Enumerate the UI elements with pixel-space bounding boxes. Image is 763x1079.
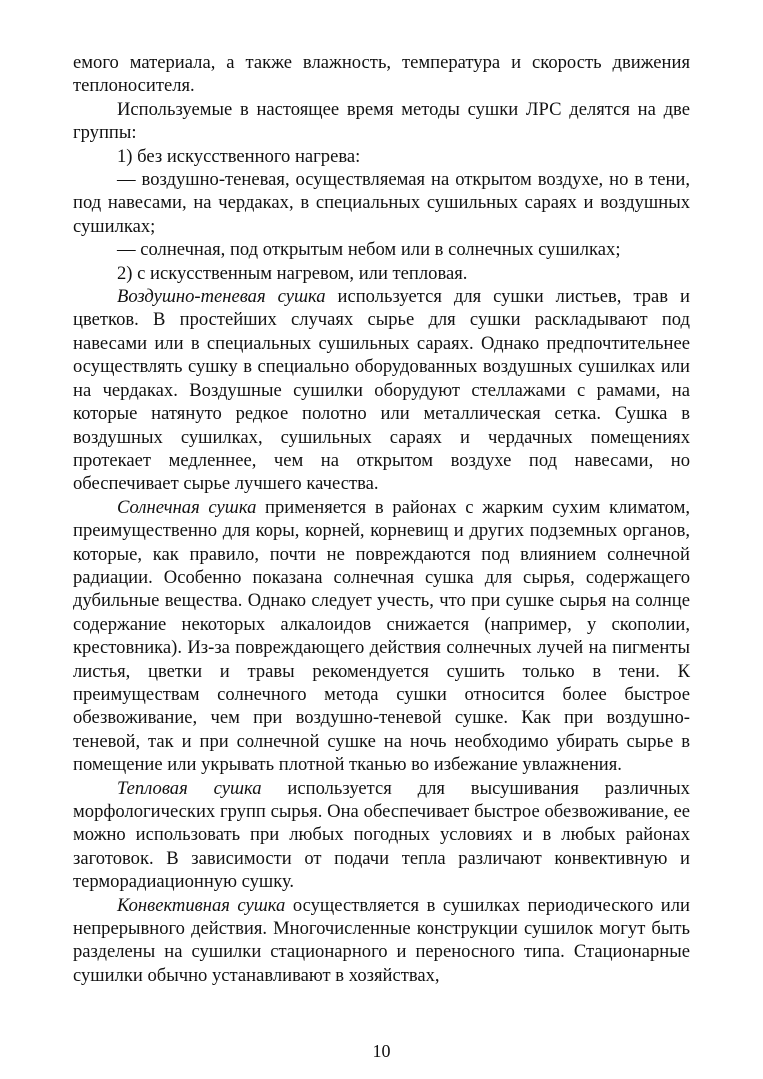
paragraph-continuation [73,51,690,98]
paragraph-text: — солнечная, под открытым небом или в солнечных сушилках; [117,239,621,261]
paragraph-text: емого материала, а также влажность, температура и скорость движения теплоносителя. [73,52,690,97]
list-item-air-shadow [73,168,690,238]
list-item-solar [73,238,690,261]
paragraph-solar-drying [73,496,690,777]
paragraph-text: 1) без искусственного нагрева: [117,145,361,167]
page-number: 10 [372,1041,391,1061]
paragraph-text: 2) с искусственным нагревом, или тепловая. [117,262,468,284]
paragraph-text: Используемые в настоящее время методы сушки ЛРС делятся на две группы: [73,98,690,144]
paragraph-convective-drying [73,894,690,988]
list-item-no-heating [73,145,690,168]
paragraph-text: используется для сушки листьев, трав и цветков. В простейших случаях сырье для сушки раскладывают под навесами или в специальных сушильных сараях. Однако предпочтительнее осуществлять сушку в специально оборудованных воздушных сушилках или на чердаках. Воздушные сушилки оборудуют стеллажами с рамами, на которые натянуто редкое полотно или металлическая сетка. Сушка в воздушных сушилках, сушильных сараях и чердачных помещениях протекает медленнее, чем на открытом воздухе под навесами, но обеспечивает сырье лучшего качества. [73,286,691,495]
paragraph-air-shadow-drying [73,285,690,496]
paragraph-text: применяется в районах с жарким сухим климатом, преимущественно для коры, корней, корневищ и других подземных органов, которые, как правило, почти не повреждаются под влиянием солнечной радиации. Особенно показана солнечная сушка для сырья, содержащего дубильные вещества. Однако следует учесть, что при сушке сырья на солнце содержание некоторых алкалоидов снижается (например, у скополии, крестовника). Из-за повреждающего действия солнечных лучей на пигменты листья, цветки и травы рекомендуется сушить только в тени. К преимуществам солнечного метода сушки относится более быстрое обезвоживание, чем при воздушно-теневой сушке. Как при воздушно-теневой, так и при солнечной сушке на ночь необходимо убирать сырье в помещение или укрывать плотной тканью во избежание увлажнения. [73,496,690,776]
paragraph-term: Воздушно-теневая сушка [117,286,326,308]
list-item-artificial-heating [73,262,690,285]
paragraph-text: осуществляется в сушилках периодического или непрерывного действия. Многочисленные конструкции сушилок могут быть разделены на сушилки стационарного и переносного типа. Стационарные сушилки обычно устанавливают в хозяйствах, [73,894,690,986]
paragraph-text: — воздушно-теневая, осуществляемая на открытом воздухе, но в тени, под навесами, на чердаках, в специальных сушильных сараях и воздушных сушилках; [73,169,690,237]
paragraph-term: Тепловая сушка [117,777,262,799]
paragraph-thermal-drying [73,777,690,894]
paragraph-drying-groups [73,98,690,145]
paragraph-term: Конвективная сушка [117,894,286,916]
page-body [73,51,690,987]
paragraph-term: Солнечная сушка [117,496,257,518]
paragraph-text: используется для высушивания различных морфологических групп сырья. Она обеспечивает быстрое обезвоживание, ее можно использовать при любых погодных условиях и в любых районах заготовок. В зависимости от подачи тепла различают конвективную и терморадиационную сушку. [73,777,690,893]
